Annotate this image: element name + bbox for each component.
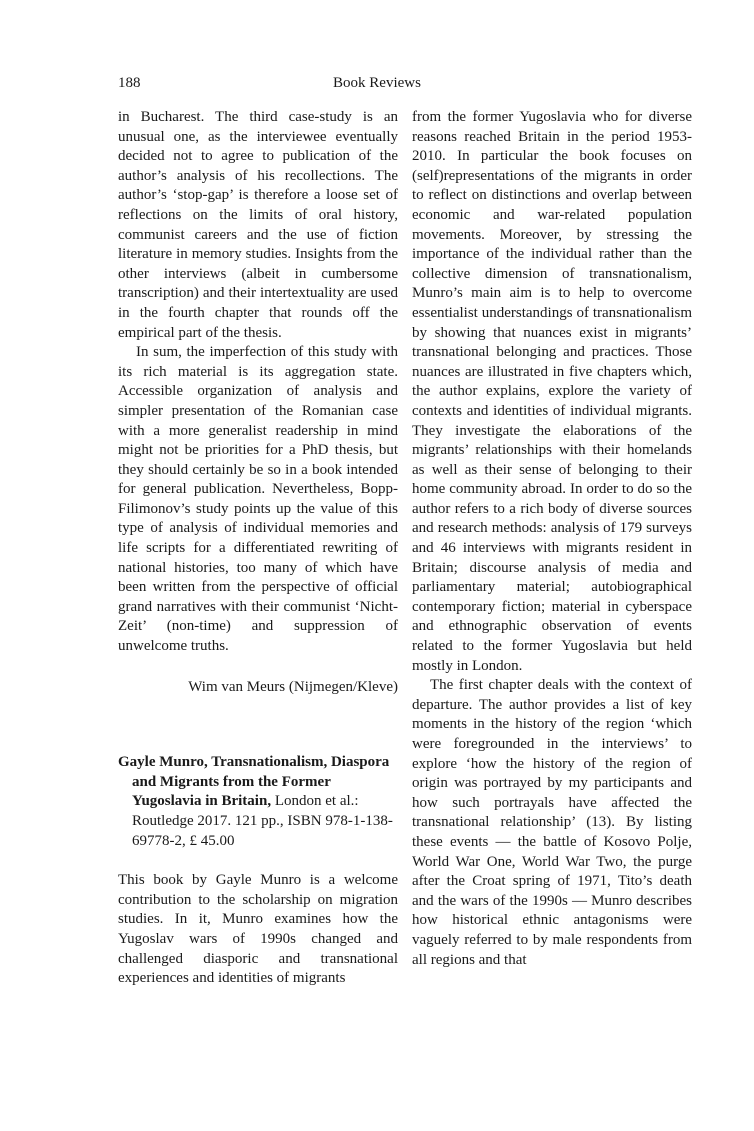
review-title: Gayle Munro, Transnationalism, Diaspora and Migrants from the Former Yugoslavia in Britain, xyxy=(118,754,390,810)
reviewer-signature: Wim van Meurs (Nijmegen/Kleve) xyxy=(188,678,398,695)
paragraph: in Bucharest. The third case-study is an unusual one, as the interviewee eventually decided not to agree to publication of the author’s analysis of his recollections. The author’s ‘stop-gap’ is therefore a loose set of reflections on the limits of oral history, communist careers and the use of fiction literature in memory studies. Insights from the other interviews (albeit in cumbersome transcription) and their intertextuality are used in the fourth chapter that rounds off the empirical part of the thesis. xyxy=(118,109,398,341)
left-column xyxy=(118,108,398,989)
paragraph: In sum, the imperfection of this study with its rich material is its aggregation state. Accessible organization of analysis and simpler presentation of the Romanian case with a more generalist readership in mind might not be priorities for a PhD thesis, but they should certainly be so in a book intended for general publication. Nevertheless, Bopp-Filimonov’s study points up the value of this type of analysis of individual memories and life scripts for a differentiated rewriting of national histories, too many of which have been written from the perspective of official grand narratives with their communist ‘Nicht-Zeit’ (non-time) and suppression of unwelcome truths. xyxy=(118,344,398,655)
page-number: 188 xyxy=(118,75,141,91)
paragraph: The first chapter deals with the context of departure. The author provides a list of key moments in the history of the region ‘which were foregrounded in the interviews’ to explore ‘how the history of the region of origin was portrayed by my participants and how such portrayals have affected the transnational relationship’ (13). By listing these events — the battle of Kosovo Polje, World War One, World War Two, the purge after the Croat spring of 1971, Tito’s death and the wars of the 1990s — Munro describes how historical ethnic antagonisms were vaguely referred to by male respondents from all regions and that xyxy=(412,677,692,968)
right-column xyxy=(412,108,692,970)
paragraph: from the former Yugoslavia who for diverse reasons reached Britain in the period 1953-2010. In particular the book focuses on (self)representations of the migrants in order to reflect on distinctions and overlap between economic and war-related population movements. Moreover, by stressing the importance of the individual rather than the collective dimension of transnationalism, Munro’s main aim is to help to overcome essentialist understandings of transnationalism by showing that nuances exist in migrants’ transnational belonging and practices. Those nuances are illustrated in five chapters which, the author explains, explore the variety of contexts and identities of individual migrants. They investigate the elaborations of the migrants’ relationships with their homelands as well as their sense of belonging to their home community abroad. In order to do so the author refers to a rich body of diverse sources and research methods: analysis of 179 surveys and 46 interviews with migrants resident in Britain; discourse analysis of media and parliamentary material; autobiographical contemporary fiction; material in cyberspace and ethnographic observation of events related to the former Yugoslavia but held mostly in London. xyxy=(412,109,692,674)
running-title: Book Reviews xyxy=(333,75,421,91)
paragraph: This book by Gayle Munro is a welcome contribution to the scholarship on migration studies. In it, Munro examines how the Yugoslav wars of 1990s changed and challenged diasporic and transnational experiences and identities of migrants xyxy=(118,872,398,987)
review-heading xyxy=(118,753,398,851)
review-bibliographic-details: London et al.: Routledge 2017. 121 pp., ISBN 978-1-138-69778-2, £ 45.00 xyxy=(132,793,393,849)
